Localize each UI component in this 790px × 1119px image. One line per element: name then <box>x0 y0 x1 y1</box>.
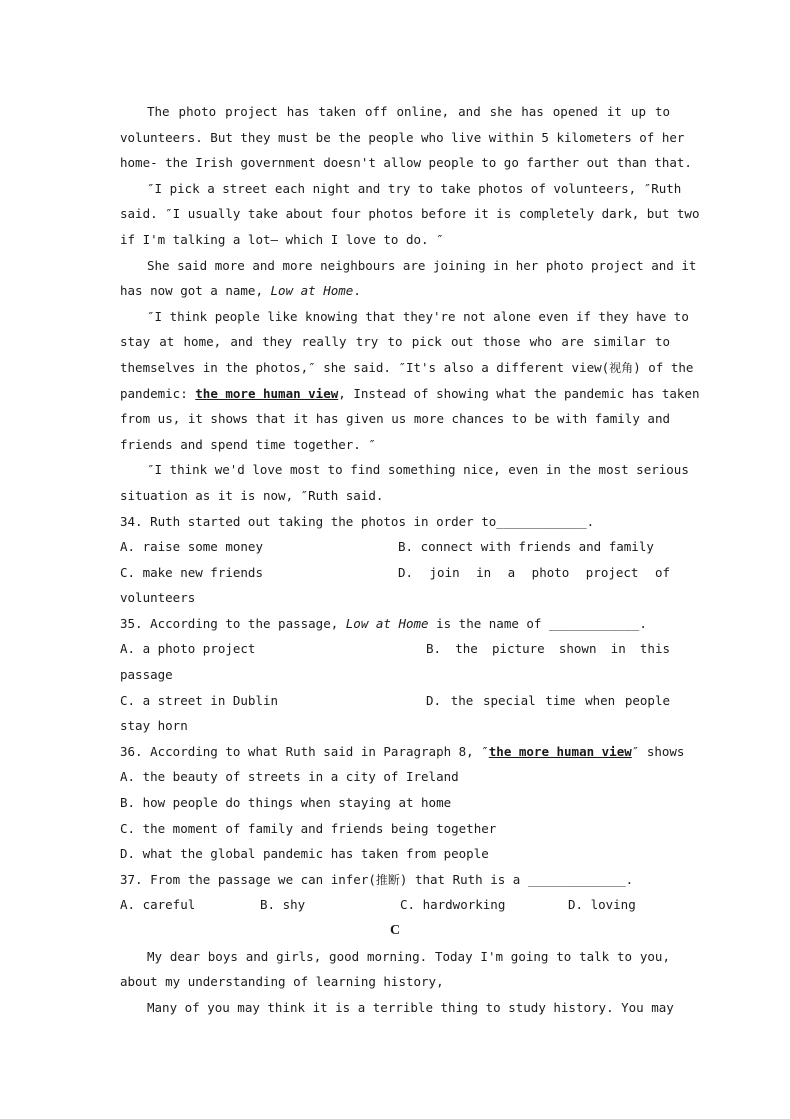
q35-option-a: A. a photo project <box>120 641 256 657</box>
q37-period: . <box>625 871 634 887</box>
q34-option-a: A. raise some money <box>120 539 263 555</box>
section-c-para2-line1: Many of you may think it is a terrible thing to study history. You may <box>147 999 674 1015</box>
q35-stem-text: 35. According to the passage, <box>120 615 346 631</box>
q35-period: . <box>639 615 647 631</box>
q35-option-b-cont: passage <box>120 667 173 683</box>
para1-line1: The photo project has taken off online, and she has opened it up to <box>147 104 670 119</box>
para4-line2: stay at home, and they really try to pick out those who are similar to <box>120 334 670 350</box>
para1-line3: home- the Irish government doesn't allow people to go farther out than that. <box>120 155 692 171</box>
q36-option-c: C. the moment of family and friends being together <box>120 820 497 836</box>
para4-line5: from us, it shows that it has given us more chances to be with family and <box>120 411 670 427</box>
para1-line2: volunteers. But they must be the people who live within 5 kilometers of her <box>120 129 685 145</box>
q34-option-d-cont: volunteers <box>120 590 196 606</box>
q34-stem <box>120 509 670 535</box>
q36-stem <box>120 739 685 765</box>
q35-stem <box>120 611 670 637</box>
section-c-para1-line2: about my understanding of learning history, <box>120 974 444 990</box>
para4-line6: friends and spend time together. ″ <box>120 436 376 452</box>
q35-option-b: B. the picture shown in this <box>426 641 670 657</box>
q37-stem-text: 37. From the passage we can infer( <box>120 871 376 887</box>
q36-stem-text: 36. According to what Ruth said in Paragraph 8, ″ <box>120 743 489 759</box>
para4-line4 <box>120 381 700 407</box>
q35-option-c: C. a street in Dublin <box>120 692 279 708</box>
q37-blank: _____________ <box>527 871 626 887</box>
para2-line3: if I'm talking a lot— which I love to do. ″ <box>120 231 444 247</box>
q35-options-row1 <box>120 636 670 662</box>
project-name-italic: Low at Home <box>270 283 354 299</box>
para3-line2 <box>120 278 670 304</box>
para4-cjk-gloss: 视角 <box>609 360 634 375</box>
para3-text: has now got a name, <box>120 283 271 299</box>
para4-line3-end: ) of the <box>633 359 694 375</box>
q34-option-b: B. connect with friends and family <box>398 539 654 555</box>
q37-option-b: B. shy <box>260 897 306 913</box>
q37-cjk-gloss: 推断 <box>375 872 400 887</box>
q36-option-a: A. the beauty of streets in a city of Ireland <box>120 769 459 785</box>
q34-period: . <box>586 513 595 529</box>
q36-highlight: the more human view <box>488 743 632 759</box>
para5-line2: situation as it is now, ″Ruth said. <box>120 487 384 503</box>
q34-option-c: C. make new friends <box>120 564 263 580</box>
q34-options-row2 <box>120 560 670 586</box>
para5-line1: ″I think we'd love most to find something nice, even in the most serious <box>147 462 689 478</box>
q36-option-b: B. how people do things when staying at home <box>120 795 452 811</box>
q36-option-d: D. what the global pandemic has taken from people <box>120 846 489 862</box>
q35-stem-mid: is the name of <box>428 615 549 631</box>
para3-period: . <box>353 283 361 299</box>
q34-stem-text: 34. Ruth started out taking the photos in order to <box>120 513 497 529</box>
q35-blank: ____________ <box>549 615 640 631</box>
para2-line2: said. ″I usually take about four photos before it is completely dark, but two <box>120 206 700 222</box>
q35-project-name: Low at Home <box>345 615 429 631</box>
para4-line3-text: themselves in the photos,″ she said. ″It's also a different view( <box>120 359 610 375</box>
para4-line4-end: , Instead of showing what the pandemic has taken <box>338 385 700 401</box>
q35-options-row2 <box>120 688 670 714</box>
q37-option-a: A. careful <box>120 897 196 913</box>
para4-line4-start: pandemic: <box>120 385 196 401</box>
q36-stem-end: ″ shows <box>631 743 685 759</box>
q37-option-d: D. loving <box>568 897 636 913</box>
para4-line1: ″I think people like knowing that they're not alone even if they have to <box>147 308 689 324</box>
q37-option-c: C. hardworking <box>400 897 506 913</box>
q37-options <box>120 892 670 918</box>
section-c-heading: C <box>389 923 401 938</box>
q35-option-d: D. the special time when people <box>426 692 670 708</box>
document-page <box>120 99 700 1020</box>
section-c-para1-line1: My dear boys and girls, good morning. Today I'm going to talk to you, <box>147 948 670 964</box>
para3-line1: She said more and more neighbours are joining in her photo project and it <box>147 257 697 273</box>
q34-option-d: D. join in a photo project of <box>398 564 670 580</box>
para4-line3 <box>120 355 694 381</box>
q34-blank: ____________ <box>496 513 587 529</box>
q37-stem-mid: ) that Ruth is a <box>399 871 528 887</box>
q34-options-row1 <box>120 534 670 560</box>
q35-option-d-cont: stay horn <box>120 718 188 734</box>
human-view-highlight: the more human view <box>195 385 339 401</box>
para2-line1: ″I pick a street each night and try to take photos of volunteers, ″Ruth <box>147 180 682 196</box>
q37-stem <box>120 867 670 893</box>
